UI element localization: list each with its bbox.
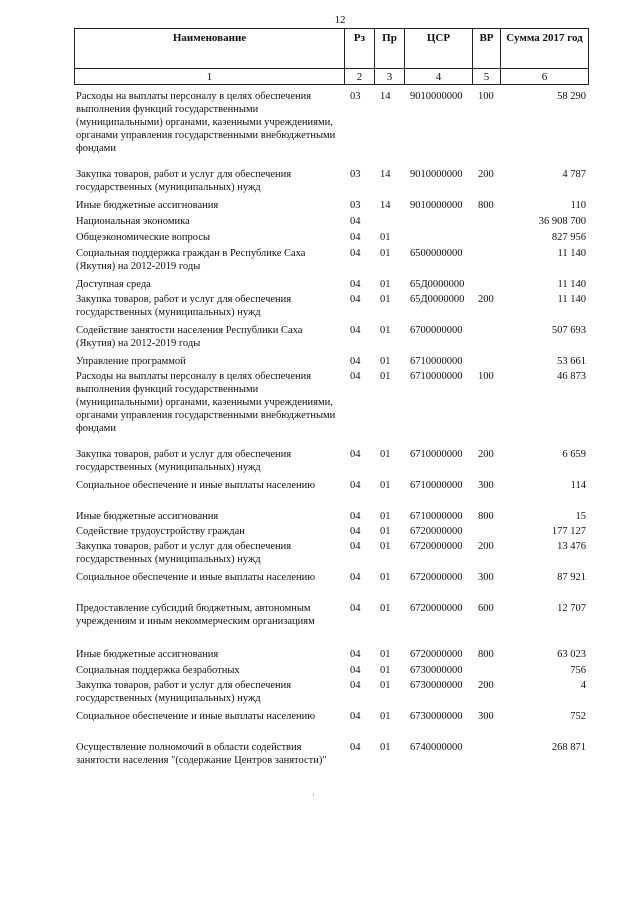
- table-row: [0, 168, 640, 199]
- row-name: Социальная поддержка безработных: [76, 665, 240, 676]
- row-name: Иные бюджетные ассигнования: [76, 200, 219, 211]
- table-row: [0, 602, 640, 648]
- row-rz: 04: [350, 371, 361, 382]
- row-csr: 6710000000: [410, 511, 463, 522]
- row-pr: 01: [380, 480, 391, 491]
- row-csr: 65Д0000000: [410, 294, 465, 305]
- row-rz: 04: [350, 572, 361, 583]
- row-name: Социальная поддержка граждан в Республике Саха (Якутия) на 2012-2019 годы: [76, 248, 306, 272]
- row-sum: 110: [570, 200, 586, 211]
- table-row: [0, 540, 640, 571]
- row-vr: 300: [478, 711, 494, 722]
- table-row: [0, 679, 640, 710]
- row-pr: 01: [380, 742, 391, 753]
- row-rz: 03: [350, 91, 361, 102]
- row-sum: 756: [570, 665, 586, 676]
- table-row: [0, 355, 640, 370]
- row-csr: 6730000000: [410, 680, 463, 691]
- row-pr: 01: [380, 449, 391, 460]
- row-vr: 200: [478, 169, 494, 180]
- row-vr: 200: [478, 541, 494, 552]
- column-number: 5: [473, 69, 501, 85]
- table-row: [0, 247, 640, 278]
- row-pr: 01: [380, 526, 391, 537]
- row-name: Иные бюджетные ассигнования: [76, 649, 219, 660]
- row-csr: 6710000000: [410, 356, 463, 367]
- table-row: [0, 648, 640, 664]
- table-row: [0, 293, 640, 324]
- budget-rows: [0, 90, 640, 772]
- row-sum: 6 659: [562, 449, 586, 460]
- row-pr: 01: [380, 649, 391, 660]
- row-csr: 6740000000: [410, 742, 463, 753]
- row-csr: 6710000000: [410, 449, 463, 460]
- row-name: Содействие занятости населения Республики Саха (Якутия) на 2012-2019 годы: [76, 325, 303, 349]
- row-csr: 9010000000: [410, 91, 463, 102]
- row-pr: 01: [380, 232, 391, 243]
- row-rz: 04: [350, 649, 361, 660]
- row-vr: 800: [478, 649, 494, 660]
- row-csr: 6720000000: [410, 572, 463, 583]
- row-name: Закупка товаров, работ и услуг для обеспечения государственных (муниципальных) нужд: [76, 449, 292, 473]
- row-sum: 752: [570, 711, 586, 722]
- row-vr: 100: [478, 91, 494, 102]
- row-csr: 6700000000: [410, 325, 463, 336]
- row-rz: 04: [350, 449, 361, 460]
- column-number: 1: [75, 69, 345, 85]
- row-csr: 6710000000: [410, 371, 463, 382]
- row-pr: 01: [380, 665, 391, 676]
- row-name: Закупка товаров, работ и услуг для обеспечения государственных (муниципальных) нужд: [76, 294, 292, 318]
- row-pr: 01: [380, 511, 391, 522]
- row-csr: 6720000000: [410, 526, 463, 537]
- row-name: Содействие трудоустройству граждан: [76, 526, 245, 537]
- row-name: Доступная среда: [76, 279, 151, 290]
- row-csr: 9010000000: [410, 200, 463, 211]
- row-sum: 177 127: [551, 526, 586, 537]
- row-rz: 04: [350, 232, 361, 243]
- row-rz: 04: [350, 541, 361, 552]
- header-rz: Рз: [345, 29, 375, 69]
- row-sum: 63 023: [557, 649, 586, 660]
- table-row: [0, 90, 640, 168]
- row-name: Закупка товаров, работ и услуг для обеспечения государственных (муниципальных) нужд: [76, 680, 292, 704]
- row-sum: 53 661: [557, 356, 586, 367]
- row-name: Закупка товаров, работ и услуг для обеспечения государственных (муниципальных) нужд: [76, 169, 292, 193]
- row-rz: 04: [350, 356, 361, 367]
- row-name: Закупка товаров, работ и услуг для обеспечения государственных (муниципальных) нужд: [76, 541, 292, 565]
- row-pr: 01: [380, 371, 391, 382]
- table-row: [0, 479, 640, 510]
- table-row: [0, 370, 640, 448]
- table-row: [0, 525, 640, 540]
- row-sum: 13 476: [557, 541, 586, 552]
- column-number: 3: [375, 69, 405, 85]
- row-csr: 6500000000: [410, 248, 463, 259]
- row-sum: 15: [575, 511, 586, 522]
- row-pr: 01: [380, 711, 391, 722]
- row-pr: 01: [380, 248, 391, 259]
- row-sum: 46 873: [557, 371, 586, 382]
- row-name: Иные бюджетные ассигнования: [76, 511, 219, 522]
- table-row: [0, 231, 640, 247]
- header-vr: ВР: [473, 29, 501, 69]
- row-sum: 36 908 700: [538, 216, 586, 227]
- row-vr: 800: [478, 511, 494, 522]
- table-header: [74, 28, 589, 85]
- row-csr: 6710000000: [410, 480, 463, 491]
- row-pr: 01: [380, 603, 391, 614]
- row-pr: 01: [380, 541, 391, 552]
- row-csr: 6720000000: [410, 541, 463, 552]
- header-sum: Сумма 2017 год: [501, 29, 589, 69]
- table-row: [0, 664, 640, 679]
- row-sum: 4 787: [562, 169, 586, 180]
- row-csr: 6720000000: [410, 603, 463, 614]
- column-number: 4: [405, 69, 473, 85]
- row-rz: 04: [350, 711, 361, 722]
- table-row: [0, 199, 640, 215]
- row-sum: 11 140: [557, 248, 586, 259]
- row-name: Предоставление субсидий бюджетным, автономным учреждениям и иным некоммерческим организациям: [76, 603, 315, 627]
- row-rz: 04: [350, 526, 361, 537]
- header-name: Наименование: [75, 29, 345, 69]
- row-rz: 04: [350, 742, 361, 753]
- row-pr: 01: [380, 572, 391, 583]
- row-rz: 03: [350, 169, 361, 180]
- row-rz: 04: [350, 665, 361, 676]
- row-sum: 12 707: [557, 603, 586, 614]
- row-rz: 04: [350, 325, 361, 336]
- row-name: Социальное обеспечение и иные выплаты населению: [76, 572, 316, 583]
- row-name: Расходы на выплаты персоналу в целях обеспечения выполнения функций государственными (муниципальными) органами, казенными учреждениями, органами управления государственными внебюджетными фондами: [76, 371, 336, 434]
- row-csr: 6730000000: [410, 711, 463, 722]
- row-pr: 01: [380, 279, 391, 290]
- row-csr: 6730000000: [410, 665, 463, 676]
- row-pr: 01: [380, 356, 391, 367]
- row-rz: 04: [350, 603, 361, 614]
- row-sum: 4: [580, 680, 586, 691]
- row-sum: 114: [570, 480, 586, 491]
- row-name: Осуществление полномочий в области содействия занятости населения "(содержание Центров занятости)": [76, 742, 327, 766]
- table-row: [0, 741, 640, 772]
- row-sum: 11 140: [557, 294, 586, 305]
- page-number: 12: [334, 14, 346, 26]
- row-pr: 01: [380, 680, 391, 691]
- row-name: Управление программой: [76, 356, 186, 367]
- table-row: [0, 571, 640, 602]
- row-sum: 827 956: [551, 232, 586, 243]
- row-csr: 65Д0000000: [410, 279, 465, 290]
- row-vr: 600: [478, 603, 494, 614]
- row-pr: 14: [380, 200, 391, 211]
- row-vr: 200: [478, 449, 494, 460]
- row-name: Национальная экономика: [76, 216, 190, 227]
- row-pr: 14: [380, 91, 391, 102]
- row-rz: 04: [350, 480, 361, 491]
- row-pr: 01: [380, 294, 391, 305]
- row-sum: 87 921: [557, 572, 586, 583]
- row-sum: 268 871: [551, 742, 586, 753]
- table-row: [0, 448, 640, 479]
- table-row: [0, 710, 640, 741]
- row-pr: 01: [380, 325, 391, 336]
- row-vr: 800: [478, 200, 494, 211]
- row-rz: 04: [350, 216, 361, 227]
- table-row: [0, 324, 640, 355]
- row-pr: 14: [380, 169, 391, 180]
- stray-dot: ·: [312, 790, 315, 800]
- row-vr: 300: [478, 572, 494, 583]
- row-sum: 11 140: [557, 279, 586, 290]
- row-rz: 04: [350, 294, 361, 305]
- row-sum: 507 693: [551, 325, 586, 336]
- row-sum: 58 290: [557, 91, 586, 102]
- row-rz: 03: [350, 200, 361, 211]
- table-row: [0, 215, 640, 231]
- table-row: [0, 278, 640, 293]
- row-vr: 200: [478, 680, 494, 691]
- row-rz: 04: [350, 511, 361, 522]
- header-pr: Пр: [375, 29, 405, 69]
- row-rz: 04: [350, 248, 361, 259]
- row-name: Общеэкономические вопросы: [76, 232, 211, 243]
- row-vr: 200: [478, 294, 494, 305]
- row-csr: 6720000000: [410, 649, 463, 660]
- row-rz: 04: [350, 279, 361, 290]
- row-vr: 300: [478, 480, 494, 491]
- row-name: Расходы на выплаты персоналу в целях обеспечения выполнения функций государственными (муниципальными) органами, казенными учреждениями, органами управления государственными внебюджетными фондами: [76, 91, 336, 154]
- column-number: 6: [501, 69, 589, 85]
- row-name: Социальное обеспечение и иные выплаты населению: [76, 711, 316, 722]
- row-name: Социальное обеспечение и иные выплаты населению: [76, 480, 316, 491]
- header-csr: ЦСР: [405, 29, 473, 69]
- row-vr: 100: [478, 371, 494, 382]
- column-number: 2: [345, 69, 375, 85]
- row-rz: 04: [350, 680, 361, 691]
- table-row: [0, 510, 640, 525]
- row-csr: 9010000000: [410, 169, 463, 180]
